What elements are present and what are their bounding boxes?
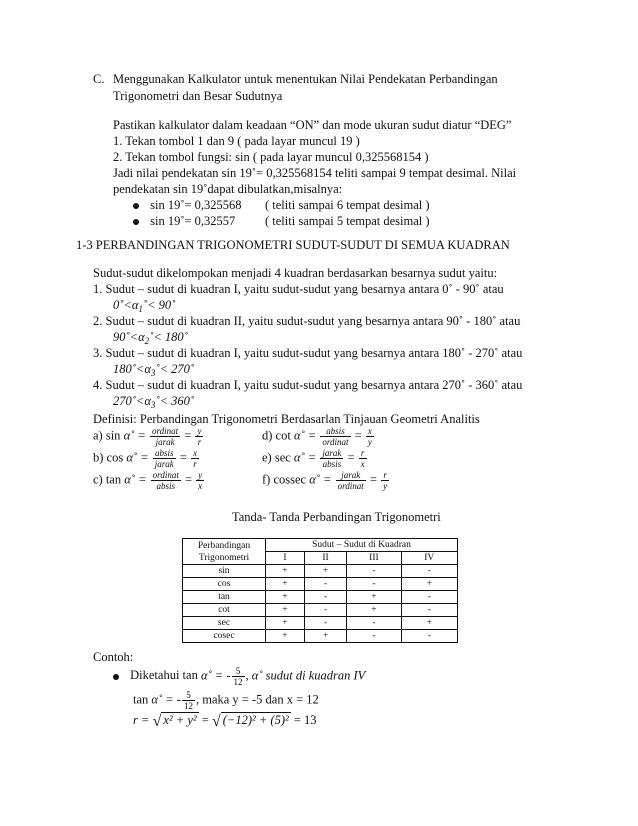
quadrant-range-1: $0˚<\alpha_1˚<$ 90˚ (113, 298, 176, 314)
table-head-q4: IV (401, 552, 457, 565)
section-c-title-2: Trigonometri dan Besar Sudutnya (113, 89, 283, 103)
section-c-marker: C. (93, 72, 105, 86)
table-head-ratio: Perbandingan Trigonometri (183, 539, 266, 565)
bullet-1-value: sin 19˚= 0,325568 (150, 198, 242, 212)
table-head-q3: III (347, 552, 401, 565)
quadrant-range-4: $270˚<\alpha_3˚<$ 360˚ (113, 394, 195, 410)
example-line-3: r = √ x² + y² = √ (−12)² + (5)² = 13 (133, 713, 317, 730)
section-c-intro: Pastikan kalkulator dalam keadaan “ON” dan mode ukuran sudut diatur “DEG” (113, 118, 512, 132)
bullet-2-note: ( teliti sampai 5 tempat desimal ) (265, 214, 430, 228)
quadrant-item-4: 4. Sudut – sudut di kuadran I, yaitu sudut-sudut yang besarnya antara 270˚ - 360˚ atau (93, 378, 523, 392)
example-line-2: tan α˚ = - $\frac{5}{12}$ , maka y = -5 dan x = 12 (133, 690, 319, 711)
table-row: sec + - - + (183, 617, 458, 630)
example-label: Contoh: (93, 650, 134, 664)
quadrant-item-3: 3. Sudut – sudut di kuadran I, yaitu sudut-sudut yang besarnya antara 180˚ - 270˚ atau (93, 346, 523, 360)
table-head-q1: I (266, 552, 305, 565)
table-row: cosec + + - - (183, 630, 458, 643)
definition-d: d) cot α˚ = $\frac{\text{absis}}{\text{ordinat}}$ = $\frac{x}{y}$ (262, 426, 372, 447)
quadrant-range-2: $90˚<\alpha_2˚<$ 180˚ (113, 330, 188, 346)
section-c-result-1: Jadi nilai pendekatan sin 19˚= 0,325568154 teliti sampai 9 tempat desimal. Nilai (113, 166, 517, 180)
table-head-q2: II (304, 552, 346, 565)
table-row: cot + - + - (183, 604, 458, 617)
bullet-icon (113, 674, 119, 680)
bullet-icon (133, 203, 139, 209)
definition-b: b) cos α˚ = $\frac{\text{absis}}{\text{jarak}}$ = $\frac{x}{r}$ (93, 448, 198, 469)
bullet-icon (133, 219, 139, 225)
radical-icon: √ (211, 713, 221, 730)
quadrant-range-3: $180˚<\alpha_3˚<$ 270˚ (113, 362, 195, 378)
definition-c: c) tan α˚ = $\frac{\text{ordinat}}{\text{absis}}$ = $\frac{y}{x}$ (93, 470, 203, 491)
quadrant-item-1: 1. Sudut – sudut di kuadran I, yaitu sudut-sudut yang besarnya antara 0˚ - 90˚ atau (93, 282, 504, 296)
quadrant-item-2: 2. Sudut – sudut di kuadran II, yaitu sudut-sudut yang besarnya antara 90˚ - 180˚ atau (93, 314, 521, 328)
example-line-1: Diketahui tan α˚ = - $\frac{5}{12}$ , α˚ sudut di kuadran IV (113, 666, 365, 687)
table-row: tan + - + - (183, 591, 458, 604)
bullet-item-2 (133, 214, 235, 229)
radical-icon: √ (152, 713, 162, 730)
definition-a: a) sin α˚ = $\frac{\text{ordinat}}{\text{jarak}}$ = $\frac{y}{r}$ (93, 426, 202, 447)
definition-e: e) sec α˚ = $\frac{\text{jarak}}{\text{absis}}$ = $\frac{r}{x}$ (262, 448, 365, 469)
section-13-intro: Sudut-sudut dikelompokan menjadi 4 kuadran berdasarkan besarnya sudut yaitu: (93, 266, 498, 280)
bullet-2-value: sin 19˚= 0,32557 (150, 214, 236, 228)
section-13-heading: 1-3 PERBANDINGAN TRIGONOMETRI SUDUT-SUDUT DI SEMUA KUADRAN (76, 238, 510, 252)
section-c-step-2: 2. Tekan tombol fungsi: sin ( pada layar muncul 0,325568154 ) (113, 150, 429, 164)
table-row: sin + + - - (183, 565, 458, 578)
section-c-step-1: 1. Tekan tombol 1 dan 9 ( pada layar muncul 19 ) (113, 134, 360, 148)
section-c-result-2: pendekatan sin 19˚dapat dibulatkan,misalnya: (113, 182, 343, 196)
definition-f: f) cossec α˚ = $\frac{\text{jarak}}{\text{ordinat}}$ = $\frac{r}{y}$ (262, 470, 388, 491)
section-c-title-1: Menggunakan Kalkulator untuk menentukan Nilai Pendekatan Perbandingan (113, 72, 498, 86)
table-caption: Tanda- Tanda Perbandingan Trigonometri (232, 510, 441, 524)
definition-heading: Definisi: Perbandingan Trigonometri Berdasarlan Tinjauan Geometri Analitis (93, 412, 480, 426)
bullet-1-note: ( teliti sampai 6 tempat desimal ) (265, 198, 430, 212)
bullet-item-1 (133, 198, 242, 213)
table-row: cos + - - + (183, 578, 458, 591)
sign-table (182, 538, 458, 643)
table-head-group: Sudut – Sudut di Kuadran (266, 539, 458, 552)
